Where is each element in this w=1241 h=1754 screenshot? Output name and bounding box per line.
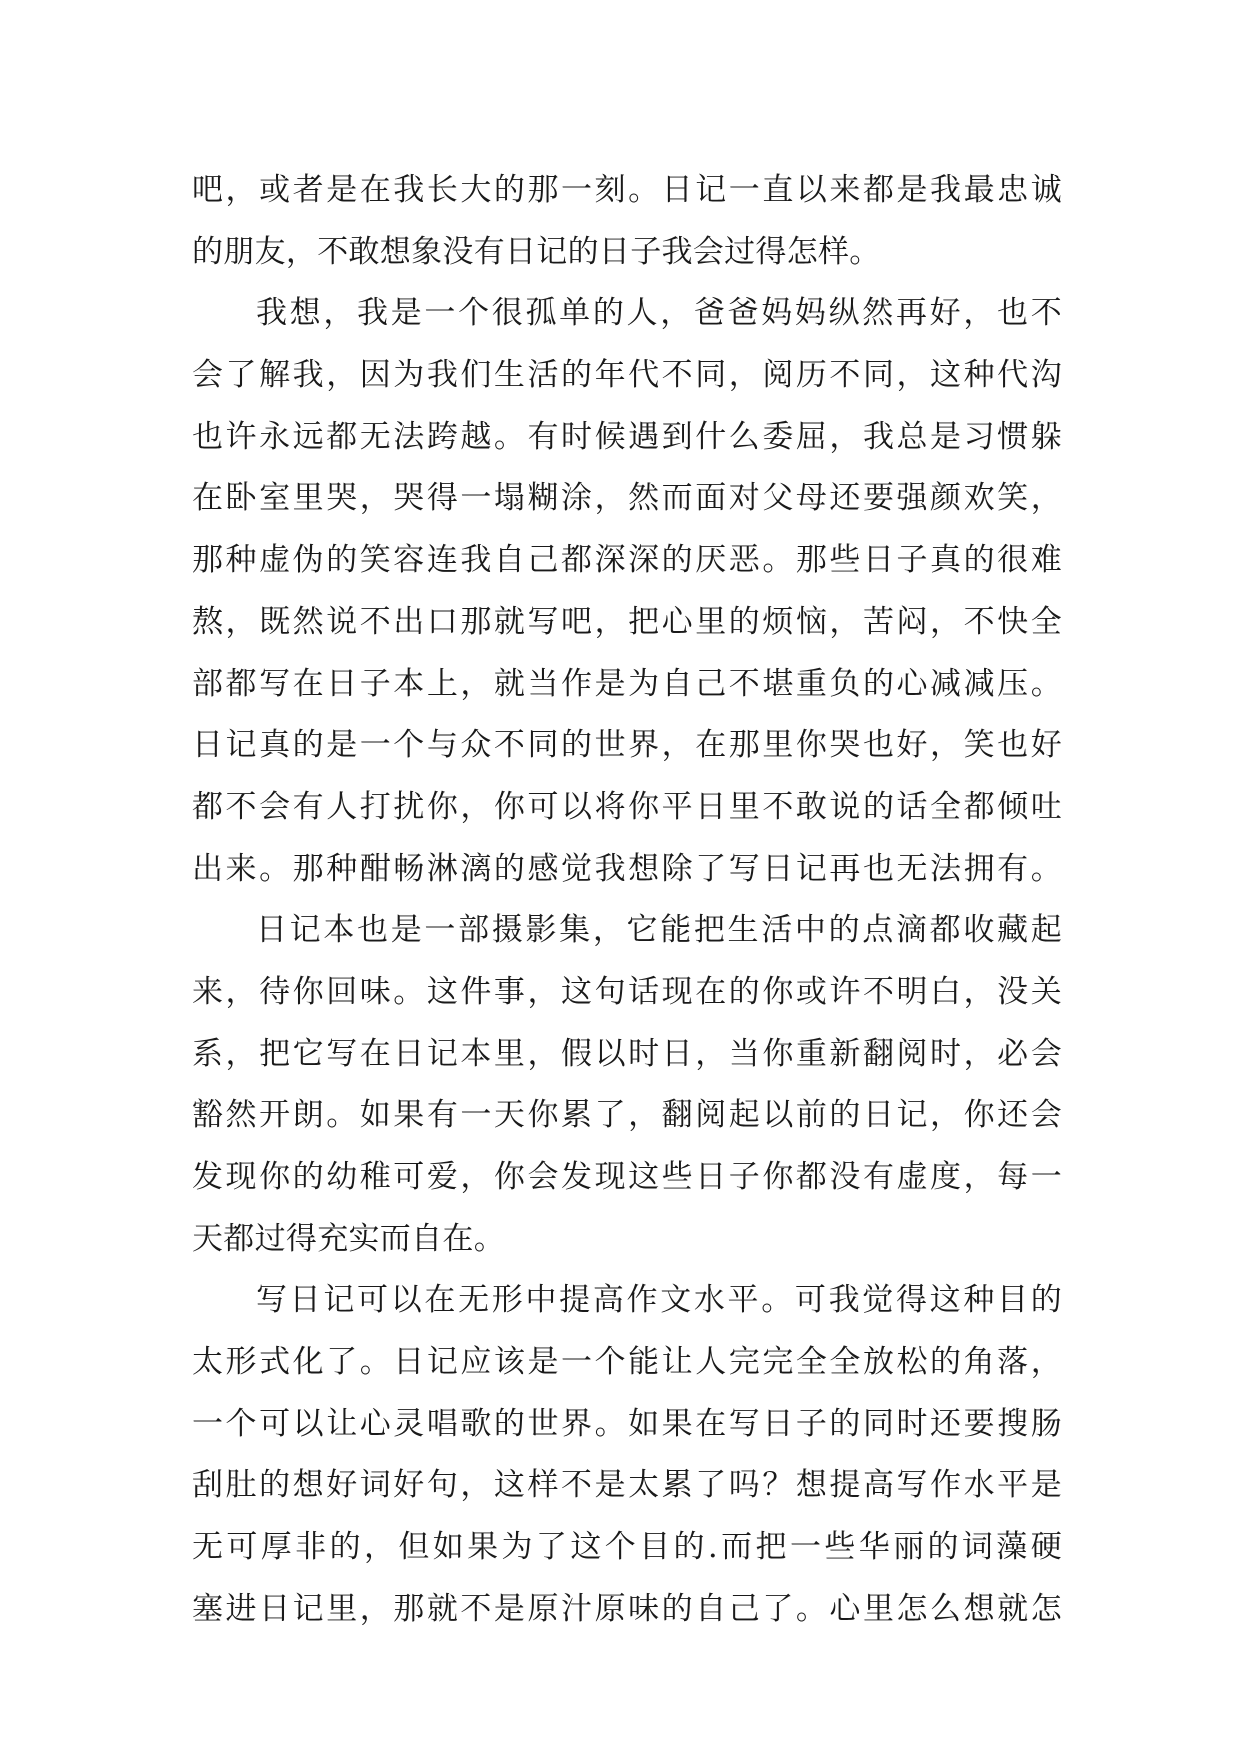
text-line: 天都过得充实而自在。 xyxy=(192,1220,505,1257)
text-line: 刮肚的想好词好句，这样不是太累了吗？想提高写作水平是 xyxy=(192,1467,1062,1504)
text-line: 一个可以让心灵唱歌的世界。如果在写日子的同时还要搜肠 xyxy=(192,1405,1062,1442)
text-line: 豁然开朗。如果有一天你累了，翻阅起以前的日记，你还会 xyxy=(192,1097,1062,1134)
text-line: 部都写在日子本上，就当作是为自己不堪重负的心减减压。 xyxy=(192,665,1062,702)
text-line: 出来。那种酣畅淋漓的感觉我想除了写日记再也无法拥有。 xyxy=(192,850,1062,887)
text-line: 在卧室里哭，哭得一塌糊涂，然而面对父母还要强颜欢笑， xyxy=(192,480,1062,517)
text-line: 也许永远都无法跨越。有时候遇到什么委屈，我总是习惯躲 xyxy=(192,418,1062,455)
paragraph-first-line: 我想，我是一个很孤单的人，爸爸妈妈纵然再好，也不 xyxy=(256,295,1062,332)
text-line: 都不会有人打扰你，你可以将你平日里不敢说的话全都倾吐 xyxy=(192,788,1062,825)
text-line: 熬，既然说不出口那就写吧，把心里的烦恼，苦闷，不快全 xyxy=(192,603,1062,640)
text-line: 无可厚非的，但如果为了这个目的.而把一些华丽的词藻硬 xyxy=(192,1529,1062,1566)
text-line: 塞进日记里，那就不是原汁原味的自己了。心里怎么想就怎 xyxy=(192,1590,1062,1627)
text-line: 发现你的幼稚可爱，你会发现这些日子你都没有虚度，每一 xyxy=(192,1159,1062,1195)
text-line: 日记真的是一个与众不同的世界，在那里你哭也好，笑也好 xyxy=(192,727,1062,764)
text-line: 来，待你回味。这件事，这句话现在的你或许不明白，没关 xyxy=(192,973,1062,1010)
paragraph-first-line: 日记本也是一部摄影集，它能把生活中的点滴都收藏起 xyxy=(256,912,1062,949)
body-text xyxy=(192,160,1062,1641)
text-line: 吧，或者是在我长大的那一刻。日记一直以来都是我最忠诚 xyxy=(192,172,1062,208)
text-line: 会了解我，因为我们生活的年代不同，阅历不同，这种代沟 xyxy=(192,357,1062,394)
text-line: 太形式化了。日记应该是一个能让人完完全全放松的角落， xyxy=(192,1344,1062,1381)
text-line: 的朋友，不敢想象没有日记的日子我会过得怎样。 xyxy=(192,233,881,270)
paragraph-first-line: 写日记可以在无形中提高作文水平。可我觉得这种目的 xyxy=(256,1282,1062,1319)
text-line: 那种虚伪的笑容连我自己都深深的厌恶。那些日子真的很难 xyxy=(192,542,1062,579)
text-line: 系，把它写在日记本里，假以时日，当你重新翻阅时，必会 xyxy=(192,1035,1062,1072)
